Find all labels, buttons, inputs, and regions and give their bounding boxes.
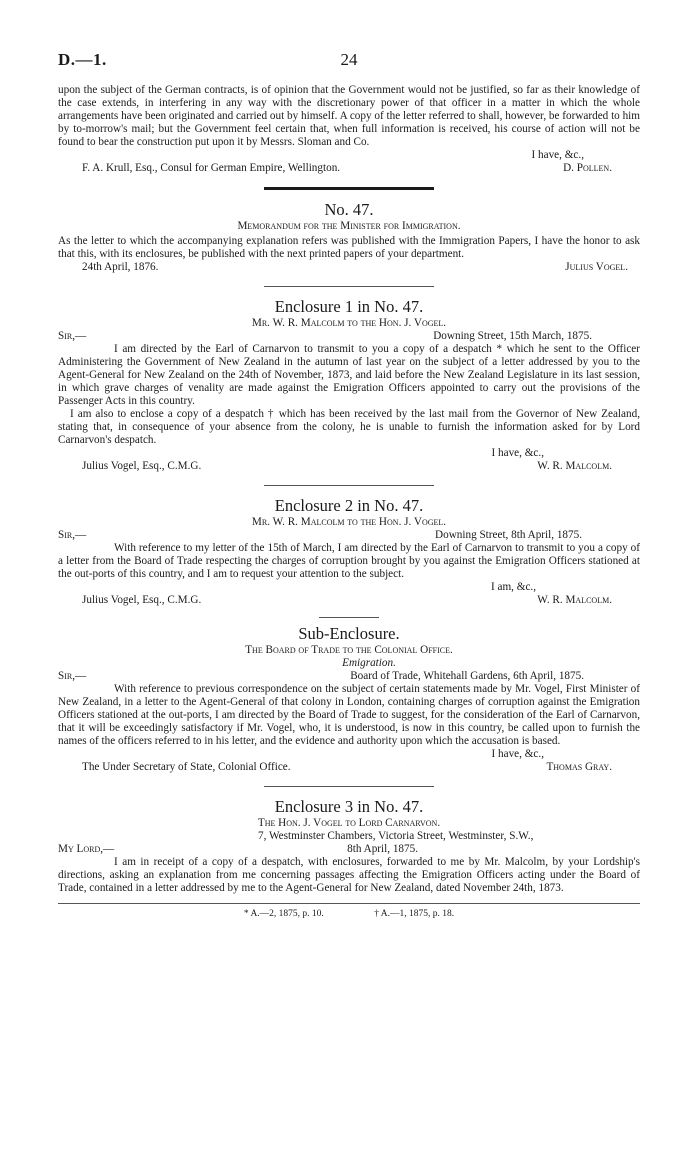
enc2-addressee: Julius Vogel, Esq., C.M.G.	[82, 594, 202, 606]
subenc-signature: Thomas Gray.	[546, 761, 612, 773]
footnote-rule	[58, 903, 640, 904]
enclosure-1	[58, 297, 640, 473]
enc3-salutation: My Lord,—	[58, 843, 115, 855]
no47-title: No. 47.	[324, 200, 374, 219]
no47-subtitle: Memorandum for the Minister for Immigration.	[237, 220, 461, 232]
subenc-subtitle: The Board of Trade to the Colonial Office.	[245, 644, 453, 656]
intro-closing: I have, &c.,	[531, 149, 584, 161]
document-body	[58, 84, 640, 921]
enclosure-2	[58, 496, 640, 607]
intro-addressee: F. A. Krull, Esq., Consul for German Empire, Wellington.	[82, 162, 341, 174]
subenc-closing: I have, &c.,	[491, 748, 544, 760]
section-divider	[264, 187, 434, 190]
subenc-title: Sub-Enclosure.	[298, 624, 400, 643]
enc1-title: Enclosure 1 in No. 47.	[274, 297, 424, 316]
footnote-a: * A.—2, 1875, p. 10.	[243, 909, 324, 919]
section-divider	[319, 617, 379, 618]
enc1-heading-row	[58, 330, 640, 343]
subenc-signature-row	[58, 761, 640, 774]
sub-enclosure	[58, 624, 640, 774]
footnote-b: † A.—1, 1875, p. 18.	[374, 909, 455, 919]
intro-signature: D. Pollen.	[563, 162, 612, 174]
enclosure-3	[58, 797, 640, 895]
no47-section	[58, 200, 640, 274]
enc2-paragraph: With reference to my letter of the 15th of March, I am directed by the Earl of Carnarvon to transmit to you a copy of a letter from the Board of Trade respecting the charges of corruption brought by you against the Emigration Officers stationed at the out-ports of this country, and I am to request your attention to the subject.	[58, 542, 640, 580]
enc3-heading-row	[58, 843, 640, 856]
page-number: 24	[340, 50, 358, 69]
document-series: D.—1.	[58, 50, 107, 69]
enc2-title: Enclosure 2 in No. 47.	[274, 496, 424, 515]
enc2-closing: I am, &c.,	[490, 581, 536, 593]
enc1-signature-row	[58, 460, 640, 473]
enc1-addressee: Julius Vogel, Esq., C.M.G.	[82, 460, 202, 472]
intro-paragraph: upon the subject of the German contracts, is of opinion that the Government would not be justified, so far as their knowledge of the case extends, in interfering in any way with the discretionary power of that officer in a matter in which the whole arrangements have been originated and carried out by himself. A copy of the letter referred to shall, however, be forwarded to him by to-morrow's mail; but the Government feel certain that, when full information is received, his course of action will not be found to bear the construction put upon it by Messrs. Sloman and Co.	[58, 84, 640, 148]
enc1-place-date: Downing Street, 15th March, 1875.	[433, 330, 592, 342]
enc1-subtitle: Mr. W. R. Malcolm to the Hon. J. Vogel.	[251, 317, 447, 329]
footnotes	[58, 908, 640, 921]
enc1-salutation: Sir,—	[58, 330, 87, 342]
subenc-paragraph: With reference to previous correspondence on the subject of certain statements made by Mr. Vogel, First Minister of New Zealand, in a letter to the Agent-General of that colony in London, containing charges of corruption against the Emigration Officers stationed at the out-ports, I am directed by the Board of Trade to suggest, for the consideration of the Earl of Carnarvon, that it will be exceedingly satisfactory if Mr. Vogel, who, it is understood, is now in this country, be called upon to furnish the names of the officers referred to in his letter, and the evidence and authority upon which the accusation is based.	[58, 683, 640, 747]
enc1-signature: W. R. Malcolm.	[537, 460, 612, 472]
subenc-heading-row	[58, 670, 640, 683]
enc1-paragraph-1: I am directed by the Earl of Carnarvon to transmit to you a copy of a despatch * which he sent to the Officer Administering the Government of New Zealand in the autumn of last year on the subject of a letter addressed by you to the Agent-General for New Zealand on the 24th of November, 1873, and laid before the New Zealand Legislature in its last session, in which grave charges of venality are made against the Emigration Officers appointed to carry out the provisions of the Passenger Acts in this country.	[58, 343, 640, 407]
subenc-salutation: Sir,—	[58, 670, 87, 682]
enc2-signature-row	[58, 594, 640, 607]
enc2-place-date: Downing Street, 8th April, 1875.	[435, 529, 582, 541]
subenc-addressee: The Under Secretary of State, Colonial Office.	[82, 761, 291, 773]
subenc-category: Emigration.	[342, 657, 396, 669]
enc1-paragraph-2: I am also to enclose a copy of a despatch † which has been received by the last mail from the Governor of New Zealand, stating that, in consequence of your absence from the colony, he is unable to furnish the information asked for by Lord Carnarvon's despatch.	[58, 408, 640, 446]
intro-signature-row	[58, 162, 640, 175]
no47-paragraph: As the letter to which the accompanying explanation refers was published with the Immigration Papers, I have the honor to ask that this, with its enclosures, be published with the next printed papers of your department.	[58, 235, 640, 260]
section-divider	[264, 286, 434, 287]
enc3-paragraph: I am in receipt of a copy of a despatch, with enclosures, forwarded to me by Mr. Malcolm, by your Lordship's directions, asking an explanation from me concerning passages affecting the Emigration Officers acting under the Board of Trade, contained in a letter addressed by me to the Agent-General for New Zealand, dated November 24th, 1873.	[58, 856, 640, 894]
enc1-closing: I have, &c.,	[491, 447, 544, 459]
no47-signature: Julius Vogel.	[565, 261, 628, 273]
enc2-salutation: Sir,—	[58, 529, 87, 541]
enc2-signature: W. R. Malcolm.	[537, 594, 612, 606]
no47-date: 24th April, 1876.	[82, 261, 159, 273]
intro-letter	[58, 84, 640, 175]
enc2-heading-row	[58, 529, 640, 542]
subenc-place-date: Board of Trade, Whitehall Gardens, 6th April, 1875.	[350, 670, 584, 682]
page-header	[58, 50, 640, 72]
enc3-date: 8th April, 1875.	[347, 843, 418, 855]
no47-signature-row	[58, 261, 640, 274]
enc3-address: 7, Westminster Chambers, Victoria Street, Westminster, S.W.,	[258, 830, 534, 842]
section-divider	[264, 485, 434, 486]
enc3-title: Enclosure 3 in No. 47.	[274, 797, 424, 816]
enc2-subtitle: Mr. W. R. Malcolm to the Hon. J. Vogel.	[251, 516, 447, 528]
section-divider	[264, 786, 434, 787]
enc3-subtitle: The Hon. J. Vogel to Lord Carnarvon.	[257, 817, 441, 829]
